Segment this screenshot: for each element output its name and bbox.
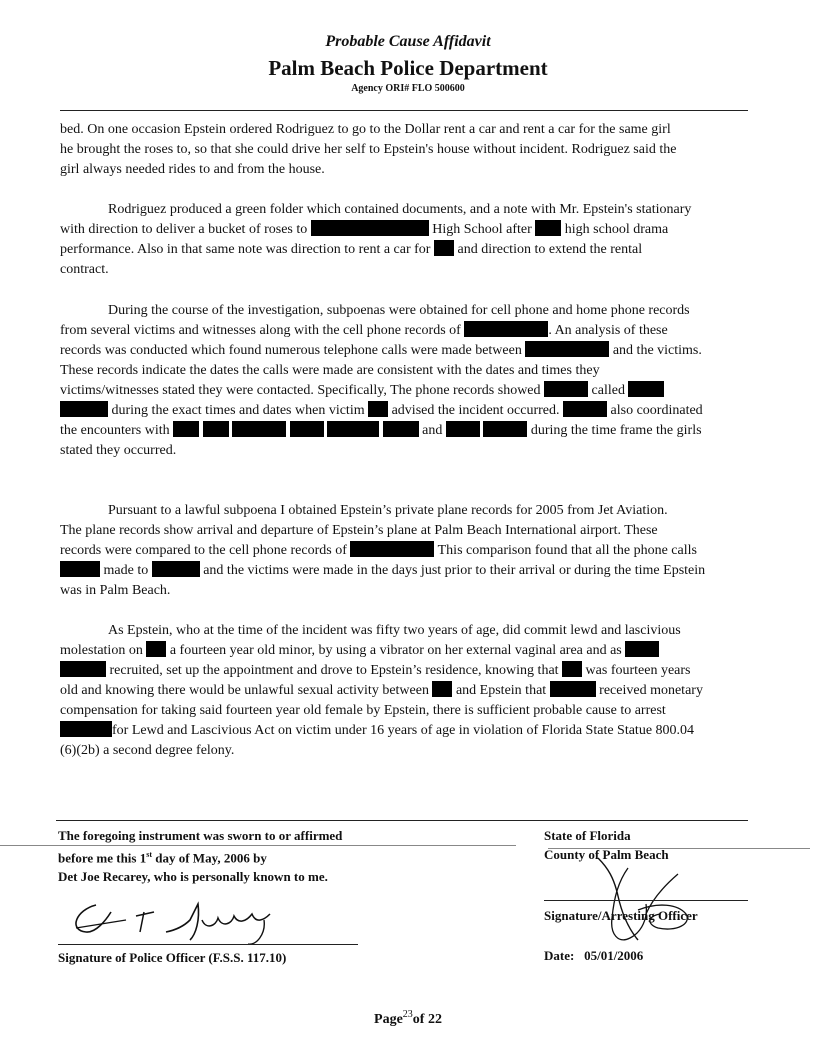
text-line: [60, 341, 796, 361]
text-line: [60, 321, 796, 341]
handwritten-signature: [66, 890, 286, 950]
redaction-box: [562, 661, 582, 677]
text-span: st: [146, 850, 152, 859]
text-span: advised the incident occurred.: [391, 403, 560, 418]
document-type-title: Probable Cause Affidavit: [325, 33, 491, 50]
text-line: [60, 421, 796, 441]
date-field: [544, 946, 643, 965]
text-span: victims/witnesses stated they were contacted. Specifically, The phone records showed: [60, 383, 541, 398]
text-span: . An analysis of these: [548, 323, 668, 338]
text-span: and Epstein that: [455, 683, 547, 698]
text-span: called: [591, 383, 625, 398]
text-span: day of May, 2006 by: [152, 850, 267, 866]
county-name: County of Palm Beach: [544, 847, 669, 862]
text-span: made to: [103, 563, 149, 578]
text-span: molestation on: [60, 643, 143, 658]
redaction-box: [446, 421, 480, 437]
text-span: high school drama: [564, 222, 669, 237]
redaction-box: [60, 561, 100, 577]
scan-line: [548, 848, 810, 849]
redaction-box: [350, 541, 434, 557]
paragraph-2: [60, 200, 796, 280]
arresting-officer-label: Signature/Arresting Officer: [544, 908, 698, 923]
text-span: records were compared to the cell phone records of: [60, 543, 347, 558]
paragraph-4: [60, 501, 796, 601]
paragraph-5: [60, 621, 796, 761]
text-span: from several victims and witnesses along with the cell phone records of: [60, 323, 461, 338]
paragraph-3: [60, 301, 796, 461]
agency-ori: Agency ORI# FLO 500600: [351, 83, 465, 94]
text-line: bed. On one occasion Epstein ordered Rodriguez to go to the Dollar rent a car and rent a car for the same girl: [60, 122, 671, 137]
oath-line: The foregoing instrument was sworn to or affirmed: [58, 828, 343, 843]
oath-line: Det Joe Recarey, who is personally known to me.: [58, 869, 328, 885]
text-span: with direction to deliver a bucket of roses to: [60, 222, 308, 237]
text-line: Rodriguez produced a green folder which contained documents, and a note with Mr. Epstein's stationary: [108, 202, 692, 217]
page-number-footer: [0, 1009, 816, 1028]
text-line: contract.: [60, 262, 109, 277]
redaction-box: [625, 641, 659, 657]
redaction-box: [146, 641, 166, 657]
text-line: These records indicate the dates the calls were made are consistent with the dates and times they: [60, 363, 600, 378]
oath-block: [58, 826, 342, 886]
text-span: and: [422, 423, 443, 438]
text-span: recruited, set up the appointment and drove to Epstein’s residence, knowing that: [109, 663, 559, 678]
text-line: he brought the roses to, so that she could drive her self to Epstein's house without incident. Rodriguez said the: [60, 142, 677, 157]
redaction-box: [483, 421, 527, 437]
page-suffix: of 22: [412, 1012, 442, 1027]
text-line: [60, 381, 796, 401]
text-line: As Epstein, who at the time of the incident was fifty two years of age, did commit lewd and lascivious: [108, 623, 681, 638]
redaction-box: [432, 681, 452, 697]
redaction-box: [290, 421, 324, 437]
signature-divider: [56, 820, 748, 821]
redaction-box: [173, 421, 199, 437]
redaction-box: [152, 561, 200, 577]
text-line: [60, 661, 796, 681]
redaction-box: [60, 661, 106, 677]
redaction-box: [535, 220, 561, 236]
department-title: Palm Beach Police Department: [268, 56, 548, 80]
text-span: was fourteen years: [585, 663, 691, 678]
redaction-box: [550, 681, 596, 697]
text-span: also coordinated: [610, 403, 703, 418]
text-line: [60, 561, 796, 581]
text-line: girl always needed rides to and from the house.: [60, 162, 325, 177]
text-line: was in Palm Beach.: [60, 583, 171, 598]
text-span: for Lewd and Lascivious Act on victim under 16 years of age in violation of Florida State Statue 800.04: [112, 723, 695, 738]
text-line: compensation for taking said fourteen year old female by Epstein, there is sufficient probable cause to arrest: [60, 703, 666, 718]
text-line: [60, 681, 796, 701]
text-line: [60, 721, 796, 741]
redaction-box: [232, 421, 286, 437]
header-divider: [60, 110, 748, 111]
text-span: and the victims.: [612, 343, 702, 358]
officer-signature-label: Signature of Police Officer (F.S.S. 117.10): [58, 950, 287, 965]
text-span: a fourteen year old minor, by using a vibrator on her external vaginal area and as: [169, 643, 622, 658]
text-line: [60, 220, 796, 240]
date-label: Date:: [544, 948, 575, 963]
text-span: before me this 1: [58, 850, 147, 866]
redaction-box: [464, 321, 548, 337]
text-line: [60, 641, 796, 661]
signature-line: [58, 944, 358, 945]
oath-line: [58, 845, 342, 867]
paragraph-1: [60, 120, 796, 180]
text-span: received monetary: [599, 683, 703, 698]
redaction-box: [327, 421, 379, 437]
text-line: [60, 541, 796, 561]
text-span: and the victims were made in the days just prior to their arrival or during the time Epstein: [203, 563, 706, 578]
redaction-box: [368, 401, 388, 417]
arresting-officer-signature: [568, 858, 708, 948]
text-span: old and knowing there would be unlawful sexual activity between: [60, 683, 429, 698]
text-span: performance. Also in that same note was direction to rent a car for: [60, 242, 431, 257]
text-span: the encounters with: [60, 423, 170, 438]
text-line: Pursuant to a lawful subpoena I obtained Epstein’s private plane records for 2005 from Jet Aviation.: [108, 503, 668, 518]
text-span: during the exact times and dates when victim: [111, 403, 365, 418]
text-line: stated they occurred.: [60, 443, 177, 458]
page-number: 23: [402, 1009, 413, 1020]
redaction-box: [311, 220, 429, 236]
text-span: High School after: [432, 222, 532, 237]
text-span: This comparison found that all the phone calls: [437, 543, 697, 558]
redaction-box: [544, 381, 588, 397]
text-line: During the course of the investigation, subpoenas were obtained for cell phone and home phone records: [108, 303, 690, 318]
text-line: (6)(2b) a second degree felony.: [60, 743, 235, 758]
text-span: during the time frame the girls: [530, 423, 702, 438]
redaction-box: [434, 240, 454, 256]
text-line: [60, 401, 796, 421]
date-value: 05/01/2006: [584, 948, 644, 963]
text-line: The plane records show arrival and departure of Epstein’s plane at Palm Beach International airport. These: [60, 523, 658, 538]
redaction-box: [628, 381, 664, 397]
page-prefix: Page: [374, 1012, 403, 1027]
redaction-box: [203, 421, 229, 437]
redaction-box: [60, 401, 108, 417]
redaction-box: [60, 721, 112, 737]
redaction-box: [563, 401, 607, 417]
text-span: records was conducted which found numerous telephone calls were made between: [60, 343, 522, 358]
redaction-box: [525, 341, 609, 357]
text-span: and direction to extend the rental: [457, 242, 643, 257]
signature-line: [544, 900, 748, 901]
state-name: State of Florida: [544, 828, 631, 843]
redaction-box: [383, 421, 419, 437]
text-line: [60, 240, 796, 260]
